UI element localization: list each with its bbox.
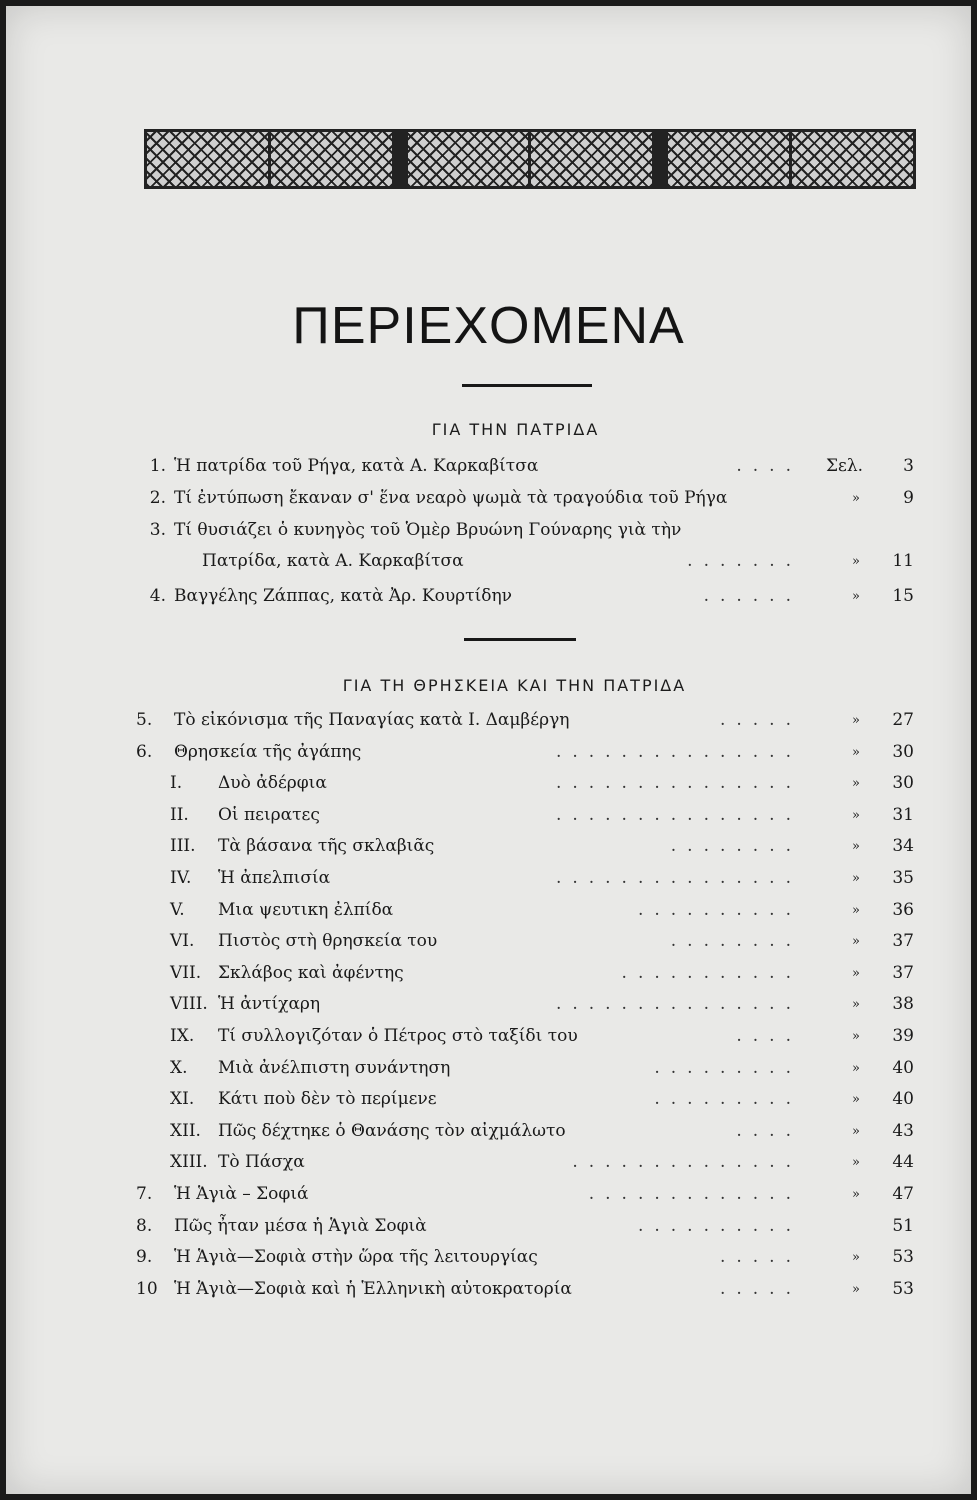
- page-marker: »: [852, 1029, 860, 1044]
- entry-number: X.: [170, 1058, 188, 1078]
- page-marker: »: [852, 903, 860, 918]
- toc-entry: [136, 1152, 922, 1180]
- decorative-banner-icon: [144, 129, 916, 189]
- page-number: 35: [892, 868, 914, 888]
- entry-title: Θρησκεία τῆς ἀγάπης: [174, 742, 362, 762]
- entry-number: 10: [136, 1279, 158, 1299]
- dot-leader: ...............: [555, 742, 802, 762]
- page-marker: »: [852, 713, 860, 728]
- toc-entry: [136, 1058, 922, 1086]
- entry-title: Τί ἐντύπωση ἔκαναν σ' ἕνα νεαρὸ ψωμὰ τὰ τραγούδια τοῦ Ρήγα: [174, 488, 728, 508]
- toc-entry: [136, 520, 922, 548]
- entry-title: Ἡ ἀντίχαρη: [218, 994, 321, 1014]
- entry-title: Ἡ ἀπελπισία: [218, 868, 331, 888]
- entry-title: Πιστὸς στὴ θρησκεία του: [218, 931, 438, 951]
- entry-title: Σκλάβος καὶ ἀφέντης: [218, 963, 404, 983]
- dot-leader: ...............: [555, 868, 802, 888]
- entry-number: 8.: [136, 1216, 153, 1236]
- entry-number: XIII.: [170, 1152, 208, 1172]
- page-number: 11: [892, 551, 914, 571]
- page-number: 40: [892, 1089, 914, 1109]
- page-number: 51: [892, 1216, 914, 1236]
- book-page: [6, 6, 971, 1494]
- entry-number: IV.: [170, 868, 192, 888]
- page-marker: »: [852, 745, 860, 760]
- page-marker: »: [852, 1187, 860, 1202]
- dot-leader: ........: [670, 836, 802, 856]
- entry-title: Ἡ Ἁγιὰ—Σοφιὰ στὴν ὥρα τῆς λειτουργίας: [174, 1247, 538, 1267]
- page-number: 37: [892, 931, 914, 951]
- toc-entry: [136, 836, 922, 864]
- entry-title: Μια ψευτικη ἐλπίδα: [218, 900, 394, 920]
- dot-leader: ...........: [621, 963, 802, 983]
- entry-title: Οἱ πειρατες: [218, 805, 320, 825]
- section-heading: ΓΙΑ ΤΗ ΘΡΗΣΚΕΙΑ ΚΑΙ ΤΗΝ ΠΑΤΡΙΔΑ: [342, 676, 687, 695]
- page-marker: Σελ.: [826, 456, 864, 476]
- dot-leader: ....: [736, 1026, 802, 1046]
- entry-title: Κάτι ποὺ δὲν τὸ περίμενε: [218, 1089, 437, 1109]
- page-number: 40: [892, 1058, 914, 1078]
- toc-entry: [136, 1216, 922, 1244]
- toc-entry: [136, 586, 922, 614]
- page-number: 30: [892, 773, 914, 793]
- toc-entry: [136, 963, 922, 991]
- toc-entry: [136, 1026, 922, 1054]
- dot-leader: .............: [588, 1184, 802, 1204]
- entry-number: 7.: [136, 1184, 153, 1204]
- toc-entry: [136, 710, 922, 738]
- dot-leader: .........: [654, 1058, 802, 1078]
- page-number: 47: [892, 1184, 914, 1204]
- toc-entry: [136, 868, 922, 896]
- page-number: 34: [892, 836, 914, 856]
- toc-entry: [136, 456, 922, 484]
- entry-number: 2.: [149, 488, 166, 508]
- page-number: 30: [892, 742, 914, 762]
- entry-title: Πατρίδα, κατὰ Α. Καρκαβίτσα: [202, 551, 464, 571]
- dot-leader: .......: [687, 551, 802, 571]
- toc-entry: [136, 1279, 922, 1307]
- toc-entry: [136, 488, 922, 516]
- dot-leader: ..............: [572, 1152, 802, 1172]
- entry-number: 9.: [136, 1247, 153, 1267]
- page-marker: »: [852, 934, 860, 949]
- page-number: 39: [892, 1026, 914, 1046]
- toc-entry: [136, 805, 922, 833]
- section-heading: ΓΙΑ ΤΗΝ ΠΑΤΡΙΔΑ: [431, 420, 600, 439]
- entry-title: Τί συλλογιζόταν ὁ Πέτρος στὸ ταξίδι του: [218, 1026, 578, 1046]
- entry-number: 5.: [136, 710, 153, 730]
- toc-entry: [136, 1089, 922, 1117]
- toc-entry: [136, 773, 922, 801]
- dot-leader: ....: [736, 456, 802, 476]
- dot-leader: ..........: [637, 1216, 802, 1236]
- entry-number: IX.: [170, 1026, 195, 1046]
- page-marker: »: [852, 1282, 860, 1297]
- entry-title: Τὰ βάσανα τῆς σκλαβιᾶς: [218, 836, 435, 856]
- entry-number: V.: [170, 900, 185, 920]
- entry-number: 6.: [136, 742, 153, 762]
- dot-leader: ...............: [555, 805, 802, 825]
- page-marker: »: [852, 871, 860, 886]
- page-number: 9: [903, 488, 914, 508]
- page-number: 15: [892, 586, 914, 606]
- entry-title: Ἡ πατρίδα τοῦ Ρήγα, κατὰ Α. Καρκαβίτσα: [174, 456, 539, 476]
- dot-leader: ........: [670, 931, 802, 951]
- page-marker: »: [852, 1155, 860, 1170]
- page-marker: »: [852, 997, 860, 1012]
- entry-number: 1.: [149, 456, 166, 476]
- page-marker: »: [852, 589, 860, 604]
- entry-number: VI.: [170, 931, 195, 951]
- dot-leader: .........: [654, 1089, 802, 1109]
- dot-leader: ...............: [555, 773, 802, 793]
- entry-title: Τί θυσιάζει ὁ κυνηγὸς τοῦ Ὁμὲρ Βρυώνη Γούναρης γιὰ τὴν: [174, 520, 682, 540]
- page-number: 36: [892, 900, 914, 920]
- page-marker: »: [852, 966, 860, 981]
- page-marker: »: [852, 1250, 860, 1265]
- dot-leader: ...............: [555, 994, 802, 1014]
- page-number: 53: [892, 1279, 914, 1299]
- entry-number: VII.: [170, 963, 202, 983]
- entry-number: II.: [170, 805, 189, 825]
- entry-title: Πῶς δέχτηκε ὁ Θανάσης τὸν αἰχμάλωτο: [218, 1121, 566, 1141]
- toc-entry: [136, 994, 922, 1022]
- entry-number: XI.: [170, 1089, 195, 1109]
- page-marker: »: [852, 1124, 860, 1139]
- page-number: 53: [892, 1247, 914, 1267]
- page-number: 27: [892, 710, 914, 730]
- toc-entry: [136, 742, 922, 770]
- page-marker: »: [852, 1061, 860, 1076]
- title-divider: [462, 384, 592, 387]
- page-number: 31: [892, 805, 914, 825]
- entry-title: Ἡ Ἁγιὰ—Σοφιὰ καὶ ἡ Ἑλληνικὴ αὐτοκρατορία: [174, 1279, 572, 1299]
- dot-leader: ......: [703, 586, 802, 606]
- dot-leader: ....: [736, 1121, 802, 1141]
- entry-number: III.: [170, 836, 196, 856]
- entry-title: Τὸ Πάσχα: [218, 1152, 305, 1172]
- page-marker: »: [852, 808, 860, 823]
- dot-leader: .....: [719, 1279, 802, 1299]
- toc-entry: [136, 551, 922, 579]
- entry-number: VIII.: [170, 994, 208, 1014]
- entry-title: Βαγγέλης Ζάππας, κατὰ Ἀρ. Κουρτίδην: [174, 586, 512, 606]
- dot-leader: ..........: [637, 900, 802, 920]
- toc-entry: [136, 1184, 922, 1212]
- section-divider: [464, 638, 576, 641]
- page-marker: »: [852, 776, 860, 791]
- entry-title: Πῶς ἦταν μέσα ἡ Ἁγιὰ Σοφιὰ: [174, 1216, 427, 1236]
- entry-title: Μιὰ ἀνέλπιστη συνάντηση: [218, 1058, 451, 1078]
- page-marker: »: [852, 839, 860, 854]
- entry-number: 3.: [149, 520, 166, 540]
- entry-title: Δυὸ ἀδέρφια: [218, 773, 327, 793]
- page-number: 37: [892, 963, 914, 983]
- page-marker: »: [852, 1092, 860, 1107]
- toc-entry: [136, 1247, 922, 1275]
- page-number: 44: [892, 1152, 914, 1172]
- entry-title: Ἡ Ἁγιὰ – Σοφιά: [174, 1184, 309, 1204]
- page-number: 43: [892, 1121, 914, 1141]
- entry-number: I.: [170, 773, 183, 793]
- page-title: ΠΕΡΙΕΧΟΜΕΝΑ: [292, 297, 685, 355]
- dot-leader: .....: [719, 1247, 802, 1267]
- dot-leader: .....: [719, 710, 802, 730]
- toc-entry: [136, 931, 922, 959]
- page-number: 38: [892, 994, 914, 1014]
- page-number: 3: [903, 456, 914, 476]
- toc-entry: [136, 1121, 922, 1149]
- page-marker: »: [852, 554, 860, 569]
- entry-number: 4.: [149, 586, 166, 606]
- entry-number: XII.: [170, 1121, 201, 1141]
- entry-title: Τὸ εἰκόνισμα τῆς Παναγίας κατὰ Ι. Δαμβέργη: [174, 710, 570, 730]
- toc-entry: [136, 900, 922, 928]
- page-marker: »: [852, 491, 860, 506]
